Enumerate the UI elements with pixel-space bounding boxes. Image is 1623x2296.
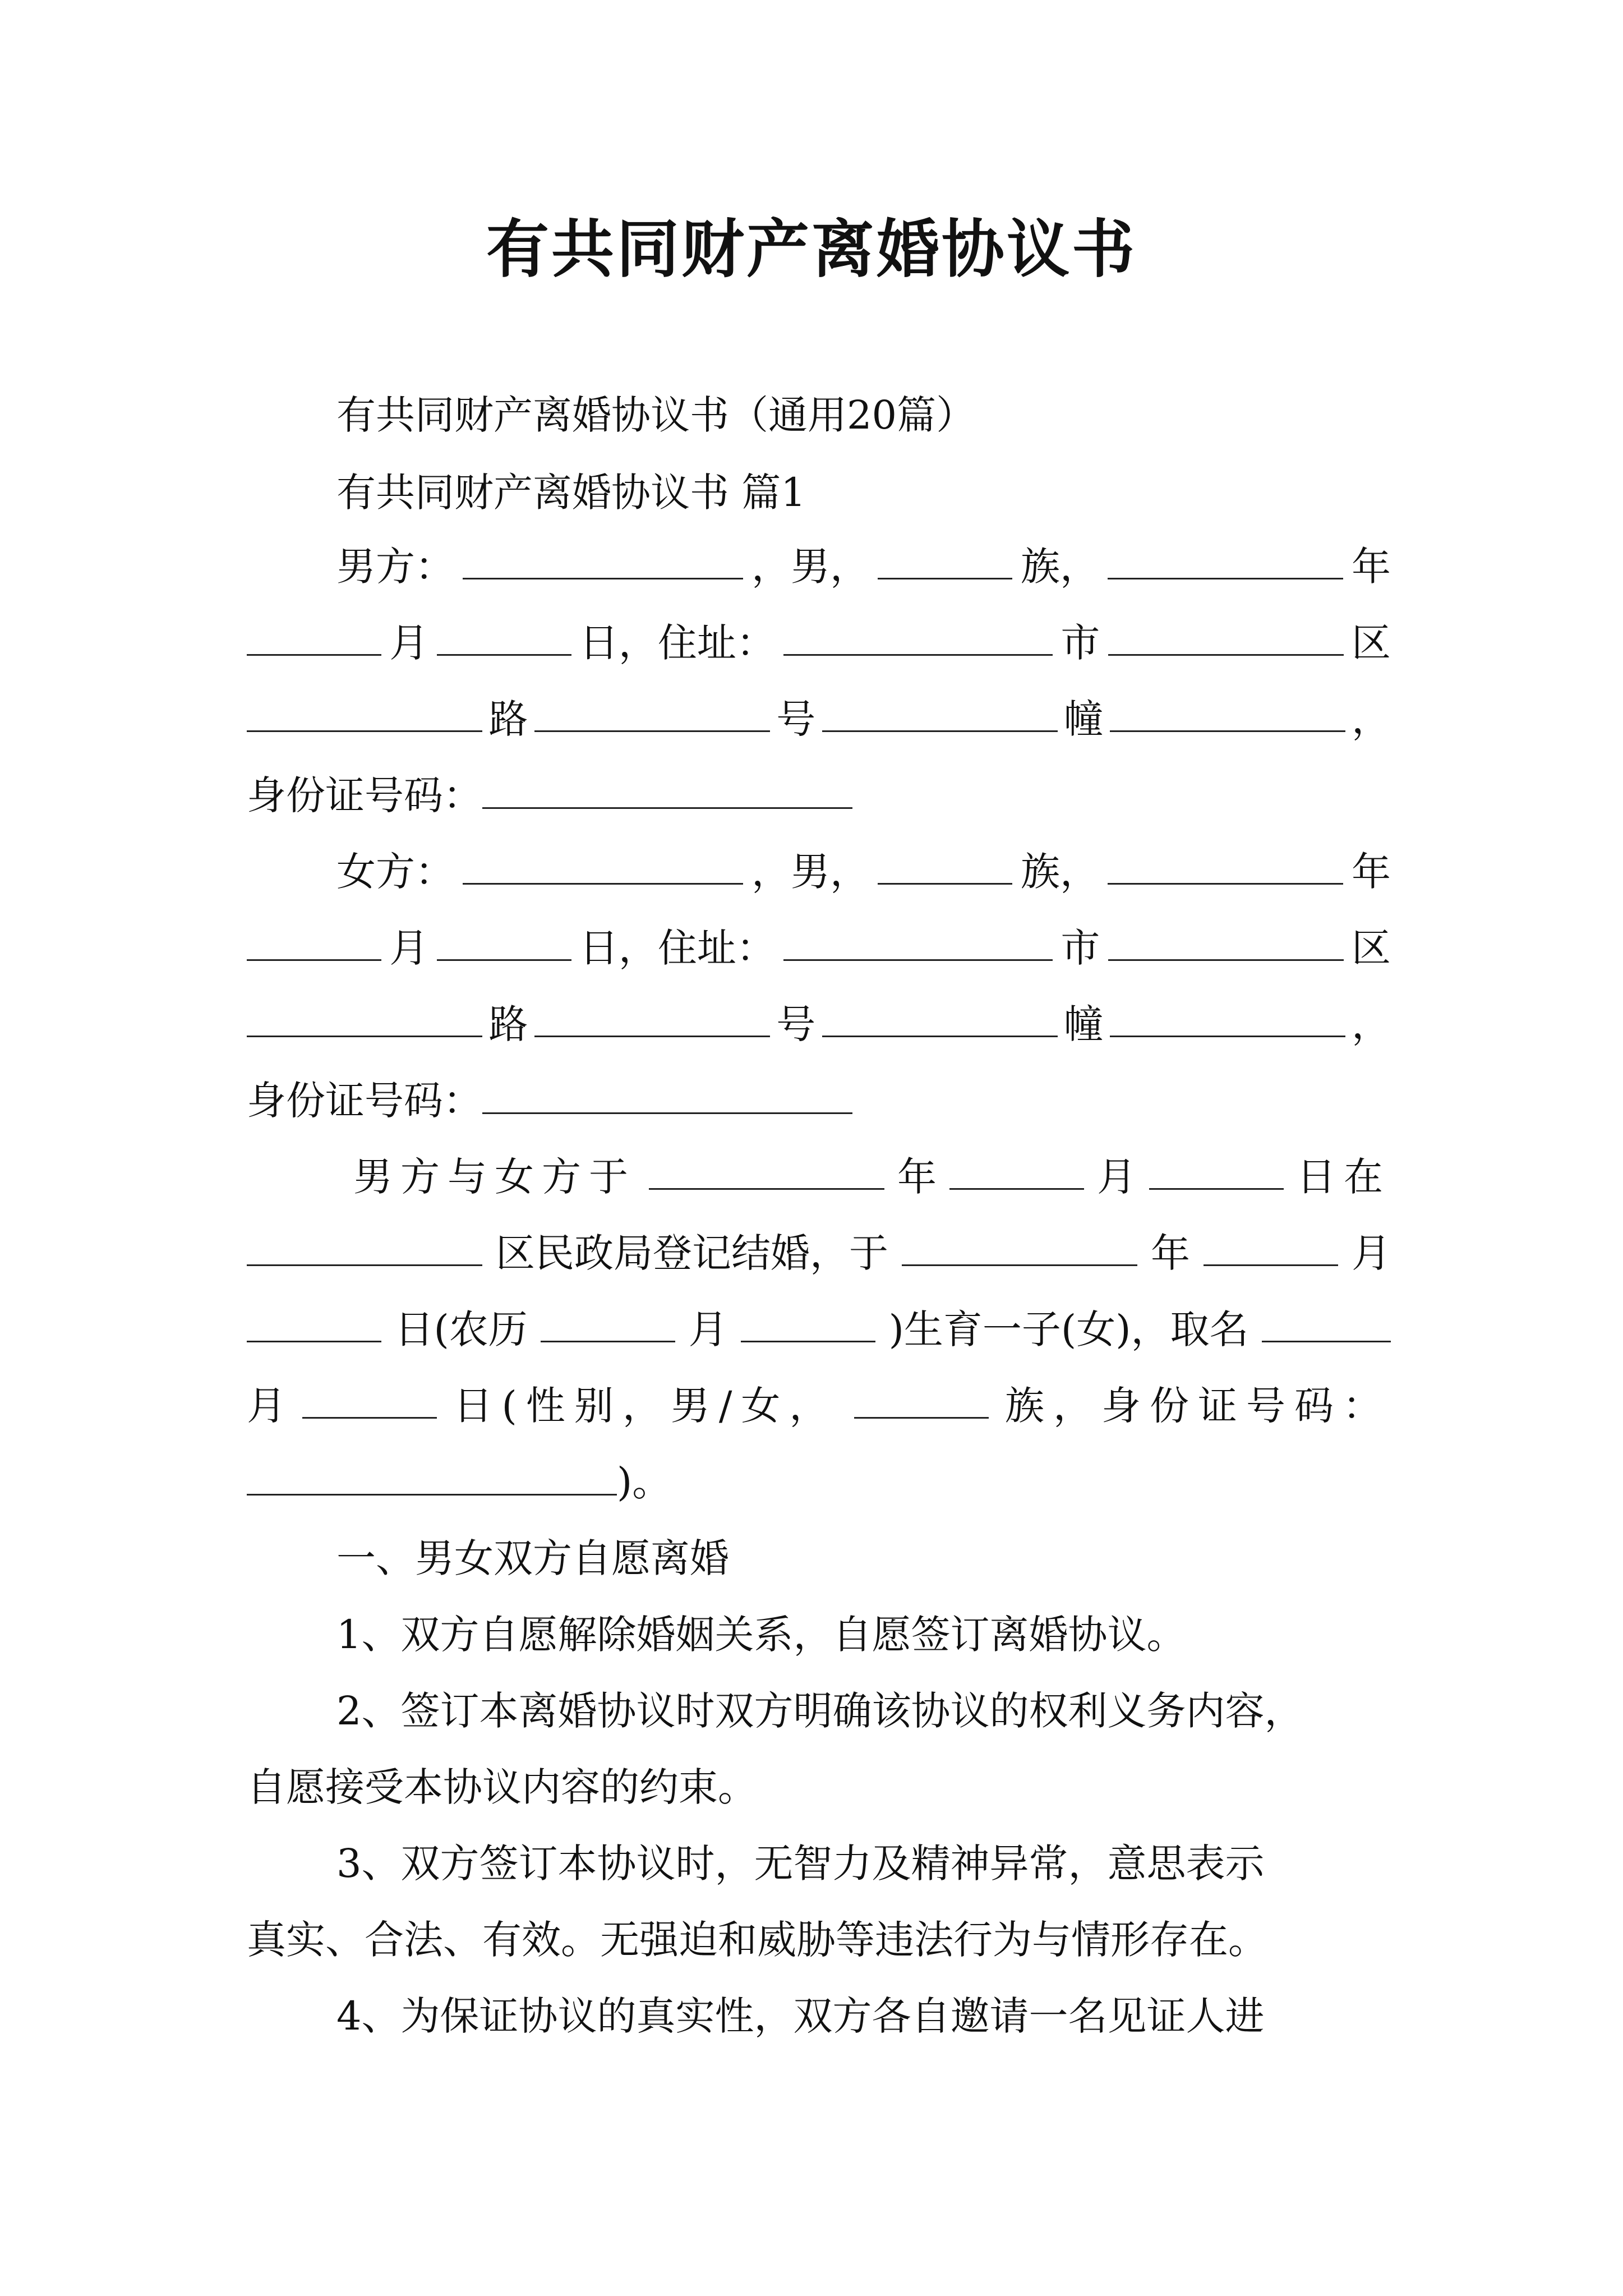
document-title: 有共同财产离婚协议书 — [486, 213, 1137, 286]
male-name-blank — [463, 539, 743, 579]
male-number-blank — [534, 691, 770, 732]
clause-3-line-1: 3、双方签订本协议时，无智力及精神异常，意思表示 — [336, 1841, 1265, 1887]
marriage-line-1 — [353, 1149, 1391, 1205]
male-line-1 — [336, 539, 1391, 595]
male-id-blank — [482, 768, 852, 809]
marriage-intro: 男方与女方于 — [353, 1154, 636, 1200]
marriage-line-2 — [247, 1225, 1391, 1281]
female-year-text: 年 — [1352, 849, 1391, 895]
clause-2-line-2: 自愿接受本协议内容的约束。 — [247, 1764, 757, 1810]
child-text: )生育一子(女)，取名 — [888, 1306, 1249, 1352]
female-ethnic-blank — [878, 844, 1012, 885]
female-line-1 — [336, 844, 1391, 900]
female-road-blank — [247, 996, 482, 1037]
female-line-2 — [247, 920, 1391, 976]
male-ethnic-text: 族， — [1021, 544, 1099, 590]
birth-month-blank — [1204, 1225, 1338, 1266]
male-label: 男方： — [336, 544, 454, 590]
female-road-text: 路 — [488, 1001, 528, 1047]
marriage-line-5 — [247, 1454, 1391, 1510]
male-year-text: 年 — [1352, 544, 1391, 590]
birth-year-text: 年 — [1151, 1230, 1190, 1276]
male-city-text: 市 — [1061, 620, 1100, 666]
female-number-blank — [534, 996, 770, 1037]
female-city-blank — [783, 920, 1053, 961]
marriage-line-3 — [247, 1301, 1391, 1358]
marriage-month-text: 月 — [1097, 1154, 1136, 1200]
female-birth-year-blank — [1108, 844, 1343, 885]
male-road-text: 路 — [488, 696, 528, 742]
female-number-text: 号 — [776, 1001, 816, 1047]
female-building-blank — [822, 996, 1058, 1037]
male-id-label: 身份证号码： — [247, 772, 482, 818]
male-birth-year-blank — [1108, 539, 1343, 579]
female-line-4 — [247, 1073, 1391, 1129]
male-sex-text: ，男， — [751, 544, 869, 590]
male-ethnic-blank — [878, 539, 1012, 579]
female-address-label: 日，住址： — [579, 925, 776, 971]
piece-heading: 有共同财产离婚协议书 篇1 — [336, 470, 806, 516]
child-name-blank — [1262, 1301, 1391, 1342]
clause-3-line-2: 真实、合法、有效。无强迫和威胁等违法行为与情形存在。 — [247, 1917, 1267, 1963]
marriage-year-blank — [649, 1149, 884, 1190]
lunar-text: 日(农历 — [394, 1306, 528, 1352]
female-birth-day-blank — [437, 920, 571, 961]
female-label: 女方： — [336, 849, 454, 895]
male-month-text: 月 — [389, 620, 429, 666]
male-comma: ， — [1351, 696, 1391, 742]
marriage-day-blank — [1149, 1149, 1284, 1190]
male-building-blank — [822, 691, 1058, 732]
male-line-4 — [247, 767, 1391, 823]
male-unit-blank — [1110, 691, 1345, 732]
clause-1: 1、双方自愿解除婚姻关系，自愿签订离婚协议。 — [336, 1612, 1186, 1658]
registration-district-blank — [247, 1225, 482, 1266]
male-city-blank — [783, 615, 1053, 656]
marriage-year-text: 年 — [897, 1154, 937, 1200]
birth-month-text: 月 — [1352, 1230, 1391, 1276]
marriage-end: )。 — [617, 1459, 672, 1505]
marriage-day-text: 日在 — [1297, 1154, 1391, 1200]
female-month-text: 月 — [389, 925, 429, 971]
male-district-text: 区 — [1351, 620, 1391, 666]
child-month-text: 月 — [247, 1383, 286, 1429]
female-comma: ， — [1351, 1001, 1391, 1047]
male-number-text: 号 — [776, 696, 816, 742]
male-line-2 — [247, 615, 1391, 671]
male-birth-day-blank — [437, 615, 571, 656]
female-id-blank — [482, 1073, 852, 1114]
marriage-month-blank — [949, 1149, 1084, 1190]
female-sex-text: ，男， — [751, 849, 869, 895]
lunar-day-blank — [741, 1301, 875, 1342]
female-district-blank — [1108, 920, 1344, 961]
female-id-label: 身份证号码： — [247, 1078, 482, 1124]
clause-2-line-1: 2、签订本离婚协议时双方明确该协议的权利义务内容， — [336, 1688, 1304, 1734]
female-name-blank — [463, 844, 743, 885]
section-1-heading: 一、男女双方自愿离婚 — [336, 1535, 729, 1581]
female-building-text: 幢 — [1064, 1001, 1104, 1047]
female-unit-blank — [1110, 996, 1345, 1037]
child-ethnic-blank — [854, 1378, 989, 1419]
female-city-text: 市 — [1061, 925, 1100, 971]
birth-year-blank — [902, 1225, 1137, 1266]
lunar-month-blank — [541, 1301, 675, 1342]
child-month-blank — [302, 1378, 437, 1419]
birth-day-blank — [247, 1301, 381, 1342]
child-gender-text: 日(性别，男/女， — [453, 1383, 838, 1429]
male-building-text: 幢 — [1064, 696, 1104, 742]
male-line-3 — [247, 691, 1391, 747]
subtitle: 有共同财产离婚协议书（通用20篇） — [336, 392, 976, 438]
child-id-blank — [247, 1455, 617, 1496]
clause-4-line-1: 4、为保证协议的真实性，双方各自邀请一名见证人进 — [336, 1993, 1265, 2039]
female-line-3 — [247, 996, 1391, 1052]
lunar-month-text: 月 — [688, 1306, 728, 1352]
male-road-blank — [247, 691, 482, 732]
female-district-text: 区 — [1351, 925, 1391, 971]
marriage-line-4 — [247, 1378, 1391, 1434]
registration-text: 区民政局登记结婚，于 — [496, 1230, 888, 1276]
female-ethnic-text: 族， — [1021, 849, 1099, 895]
male-birth-month-blank — [247, 615, 381, 656]
male-district-blank — [1108, 615, 1344, 656]
female-birth-month-blank — [247, 920, 381, 961]
male-address-label: 日，住址： — [579, 620, 776, 666]
child-id-label: 族，身份证号码： — [1004, 1383, 1391, 1429]
